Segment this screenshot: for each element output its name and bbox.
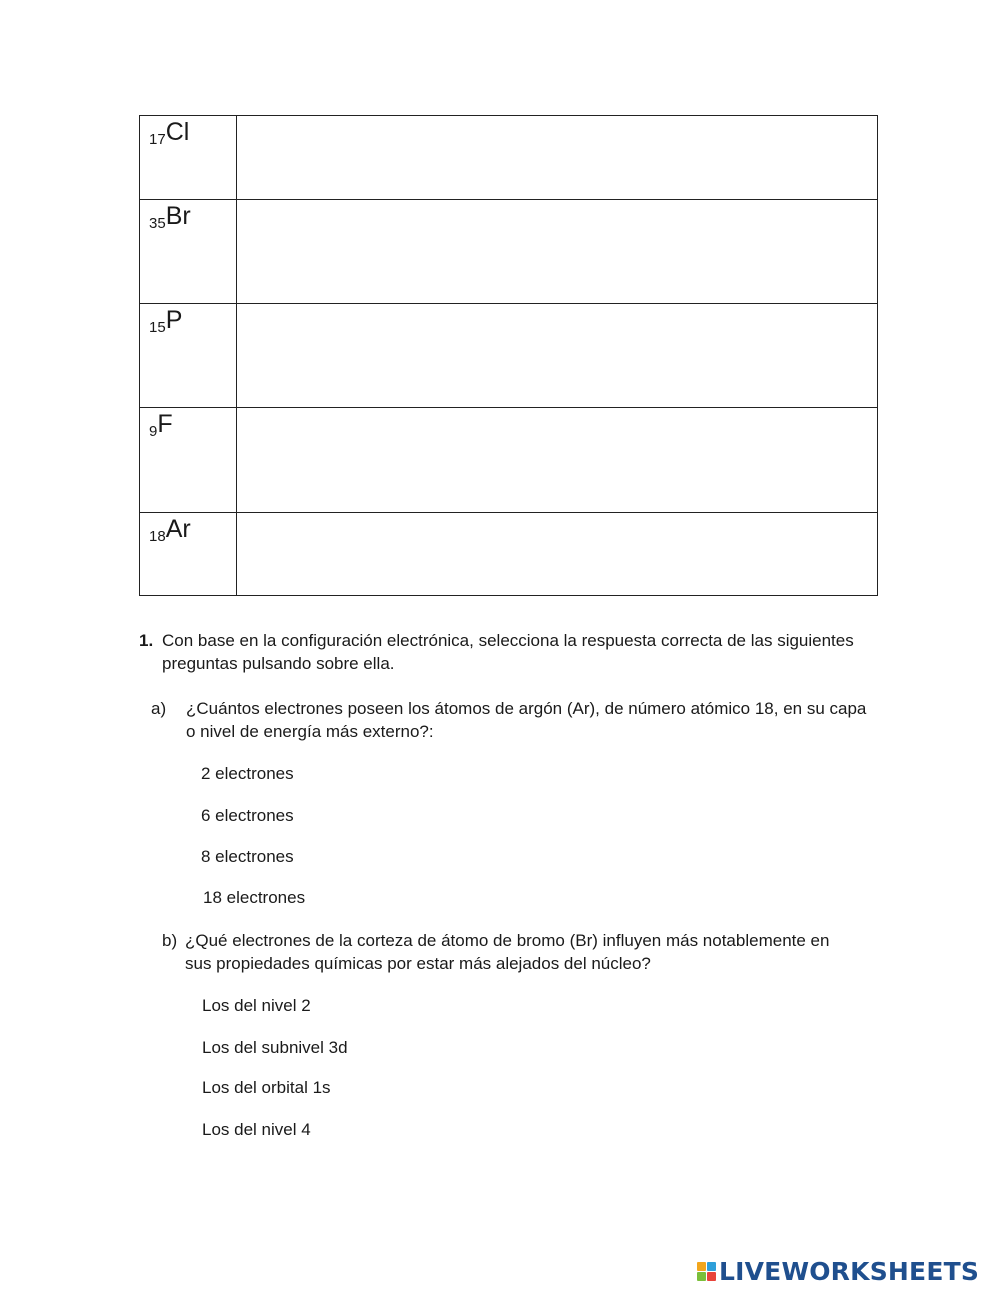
question-label: a)	[151, 699, 167, 718]
element-symbol: F	[157, 410, 173, 438]
logo-block	[697, 1272, 706, 1281]
question-text: Con base en la configuración electrónica, selecciona la respuesta correcta de las siguientes preguntas pulsando sobre ella.	[162, 631, 854, 673]
answer-cell[interactable]	[237, 116, 878, 200]
element-cell	[140, 513, 237, 596]
atomic-number: 35	[149, 215, 166, 232]
question-b	[162, 929, 862, 975]
answer-option[interactable]: Los del subnivel 3d	[202, 1038, 348, 1057]
elements-table	[139, 115, 878, 596]
logo-text: LIVEWORKSHEETS	[719, 1256, 980, 1286]
logo-block	[707, 1272, 716, 1281]
table-row	[140, 200, 878, 304]
atomic-number: 18	[149, 528, 166, 545]
element-symbol: P	[165, 306, 183, 334]
question-label: b)	[162, 931, 178, 950]
element-symbol: Ar	[165, 515, 191, 543]
answer-option[interactable]: 6 electrones	[201, 806, 294, 825]
table-row	[140, 513, 878, 596]
atomic-number: 15	[149, 319, 166, 336]
answer-cell[interactable]	[237, 513, 878, 596]
element-symbol: Cl	[165, 118, 190, 146]
answer-option[interactable]: Los del nivel 4	[202, 1120, 311, 1139]
question-1	[139, 629, 859, 675]
answer-option[interactable]: 8 electrones	[201, 847, 294, 866]
element-symbol: Br	[165, 202, 191, 230]
atomic-number: 17	[149, 131, 166, 148]
question-text: ¿Cuántos electrones poseen los átomos de argón (Ar), de número atómico 18, en su capa o nivel de energía más externo?:	[186, 699, 867, 741]
logo-blocks-icon	[697, 1262, 716, 1281]
table-row	[140, 304, 878, 408]
element-cell	[140, 116, 237, 200]
answer-cell[interactable]	[237, 408, 878, 513]
element-cell	[140, 200, 237, 304]
logo-block	[707, 1262, 716, 1271]
answer-cell[interactable]	[237, 304, 878, 408]
element-cell	[140, 304, 237, 408]
question-a	[151, 697, 881, 743]
question-text: ¿Qué electrones de la corteza de átomo de bromo (Br) influyen más notablemente en sus propiedades químicas por estar más alejados del núcleo?	[185, 931, 830, 973]
answer-option[interactable]: Los del orbital 1s	[202, 1078, 331, 1097]
liveworksheets-logo	[697, 1256, 979, 1286]
answer-option[interactable]: 2 electrones	[201, 764, 294, 783]
logo-block	[697, 1262, 706, 1271]
answer-option[interactable]: 18 electrones	[203, 888, 306, 907]
table-row	[140, 408, 878, 513]
question-number: 1.	[139, 631, 154, 650]
element-cell	[140, 408, 237, 513]
answer-option[interactable]: Los del nivel 2	[202, 996, 311, 1015]
atomic-number: 9	[149, 423, 158, 440]
table-row	[140, 116, 878, 200]
answer-cell[interactable]	[237, 200, 878, 304]
